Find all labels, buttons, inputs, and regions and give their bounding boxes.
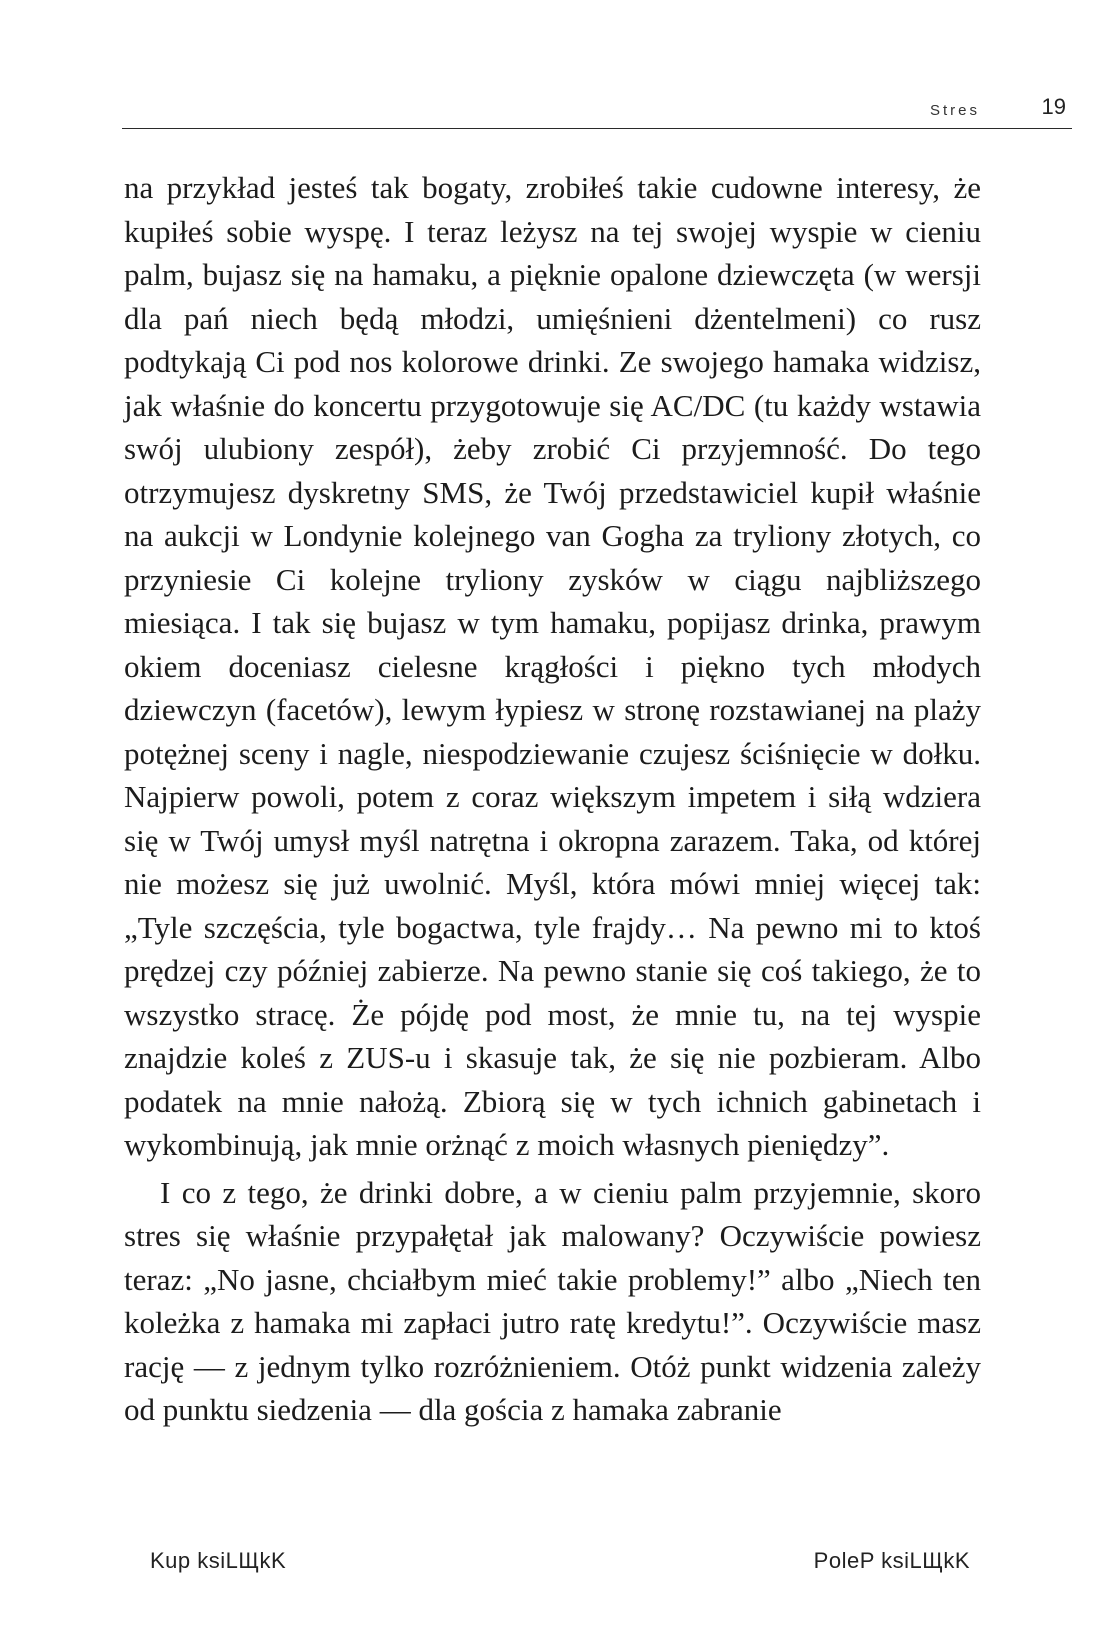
paragraph: I co z tego, że drinki dobre, a w cieniu palm przyjemnie, skoro stres się właśnie przypałętał jak malowany? Oczywiście powiesz teraz: „No jasne, chciałbym mieć takie problemy!” albo „Niech ten koleżka z hamaka mi zapłaci jutro ratę kredytu!”. Oczywiście masz rację — z jednym tylko rozróżnieniem. Otóż punkt widzenia zależy od punktu siedzenia — dla gościa z hamaka zabranie (124, 1174, 981, 1427)
running-head (122, 92, 1072, 129)
paragraph: na przykład jesteś tak bogaty, zrobiłeś takie cudowne interesy, że kupiłeś sobie wyspę. I teraz leżysz na tej swojej wyspie w cieniu palm, bujasz się na hamaku, a pięknie opalone dziewczęta (w wersji dla pań niech będą młodzi, umięśnieni dżentelmeni) co rusz podtykają Ci pod nos kolorowe drinki. Ze swojego hamaka widzisz, jak właśnie do koncertu przygotowuje się AC/DC (tu każdy wstawia swój ulubiony zespół), żeby zrobić Ci przyjemność. Do tego otrzymujesz dyskretny SMS, że Twój przedstawiciel kupił właśnie na aukcji w Londynie kolejnego van Gogha za tryliony złotych, co przyniesie Ci kolejne tryliony zysków w ciągu najbliższego miesiąca. I tak się bujasz w tym hamaku, popijasz drinka, prawym okiem doceniasz cielesne krągłości i piękno tych młodych dziewczyn (facetów), lewym łypiesz w stronę rozstawianej na plaży potężnej sceny i nagle, niespodziewanie czujesz ściśnięcie w dołku. Najpierw powoli, potem z coraz większym impetem i siłą wdziera się w Twój umysł myśl natrętna i okropna zarazem. Taka, od której nie możesz się już uwolnić. Myśl, która mówi mniej więcej tak: „Tyle szczęścia, tyle bogactwa, tyle frajdy… Na pewno mi to ktoś prędzej czy później zabierze. Na pewno stanie się coś takiego, że to wszystko stracę. Że pójdę pod most, że mnie tu, na tej wyspie znajdzie koleś z ZUS-u i skasuje tak, że się nie pozbieram. Albo podatek na mnie nałożą. Zbiorą się w tych ichnich gabinetach i wykombinują, jak mnie orżnąć z moich własnych pieniędzy”. (124, 170, 981, 1162)
footer-recommend-link[interactable]: PoleP ksiLЩkK (813, 1548, 970, 1573)
page-number: 19 (1041, 94, 1066, 119)
body-text (124, 166, 981, 1432)
running-title: Stres (929, 102, 980, 119)
footer-buy-link[interactable]: Kup ksiLЩkK (150, 1548, 287, 1573)
